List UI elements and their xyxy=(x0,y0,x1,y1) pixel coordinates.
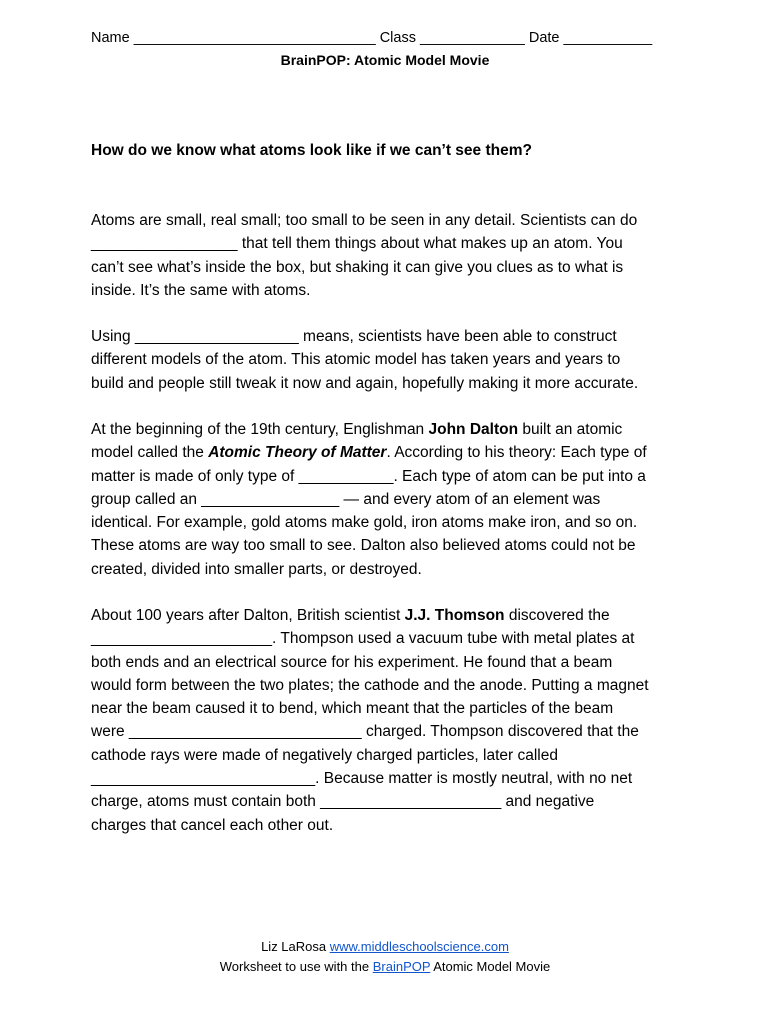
guiding-question: How do we know what atoms look like if we can’t see them? xyxy=(91,142,532,159)
worksheet-title: BrainPOP: Atomic Model Movie xyxy=(280,52,490,68)
website-link[interactable]: www.middleschoolscience.com xyxy=(329,939,509,954)
footer-credit xyxy=(0,939,770,954)
text-line: charges that cancel each other out. xyxy=(91,816,334,834)
text-line: can’t see what’s inside the box, but shaking it can give you clues as to what is xyxy=(91,258,624,276)
class-blank[interactable]: _____________ xyxy=(419,30,525,46)
text-line: cathode rays were made of negatively charged particles, later called xyxy=(91,746,558,764)
text-line: would form between the two plates; the cathode and the anode. Putting a magnet xyxy=(91,676,649,694)
text-line: were ___________________________ charged. Thompson discovered that the xyxy=(91,723,639,741)
text-line: These atoms are way too small to see. Dalton also believed atoms could not be xyxy=(91,537,636,555)
text-line: near the beam caused it to bend, which meant that the particles of the beam xyxy=(91,700,614,718)
text-line: _________________ that tell them things about what makes up an atom. You xyxy=(91,235,623,253)
paragraph-models xyxy=(91,325,691,395)
text-line: About 100 years after Dalton, British scientist J.J. Thomson discovered the xyxy=(91,607,610,624)
footer-note: Worksheet to use with the BrainPOP Atomic Model Movie xyxy=(219,959,551,974)
text-line: created, divided into smaller parts, or destroyed. xyxy=(91,560,422,578)
name-blank[interactable]: ______________________________ xyxy=(133,30,376,46)
author-name: Liz LaRosa xyxy=(261,939,330,954)
text-line: group called an ________________ — and every atom of an element was xyxy=(91,490,601,508)
text-line: Using ___________________ means, scientists have been able to construct xyxy=(91,328,617,345)
paragraph-intro xyxy=(91,209,691,302)
brainpop-link[interactable]: BrainPOP xyxy=(372,959,431,974)
text-line: Atoms are small, real small; too small to be seen in any detail. Scientists can do xyxy=(91,212,638,229)
paragraph-thomson xyxy=(91,604,691,837)
name-label: Name xyxy=(91,30,130,46)
text-line: identical. For example, gold atoms make gold, iron atoms make iron, and so on. xyxy=(91,514,638,532)
header-fields xyxy=(91,30,681,46)
text-line: _____________________. Thompson used a vacuum tube with metal plates at xyxy=(91,630,635,648)
text-line: __________________________. Because matter is mostly neutral, with no net xyxy=(91,770,633,788)
thomson-name: J.J. Thomson xyxy=(404,607,505,624)
text-line: both ends and an electrical source for his experiment. He found that a beam xyxy=(91,653,613,671)
date-blank[interactable]: ___________ xyxy=(563,30,653,46)
date-label: Date xyxy=(528,30,560,46)
class-label: Class xyxy=(379,30,416,46)
text-line: inside. It’s the same with atoms. xyxy=(91,281,311,299)
text-line: At the beginning of the 19th century, Englishman John Dalton built an atomic xyxy=(91,421,623,438)
paragraph-dalton xyxy=(91,418,691,581)
text-line: charge, atoms must contain both _____________________ and negative xyxy=(91,793,595,811)
atomic-theory-term: Atomic Theory of Matter xyxy=(208,444,387,462)
text-line: matter is made of only type of ___________. Each type of atom can be put into a xyxy=(91,467,646,485)
text-line: build and people still tweak it now and again, hopefully making it more accurate. xyxy=(91,374,639,392)
dalton-name: John Dalton xyxy=(428,421,519,438)
text-line: different models of the atom. This atomic model has taken years and years to xyxy=(91,351,621,369)
text-line: model called the Atomic Theory of Matter. According to his theory: Each type of xyxy=(91,444,647,462)
